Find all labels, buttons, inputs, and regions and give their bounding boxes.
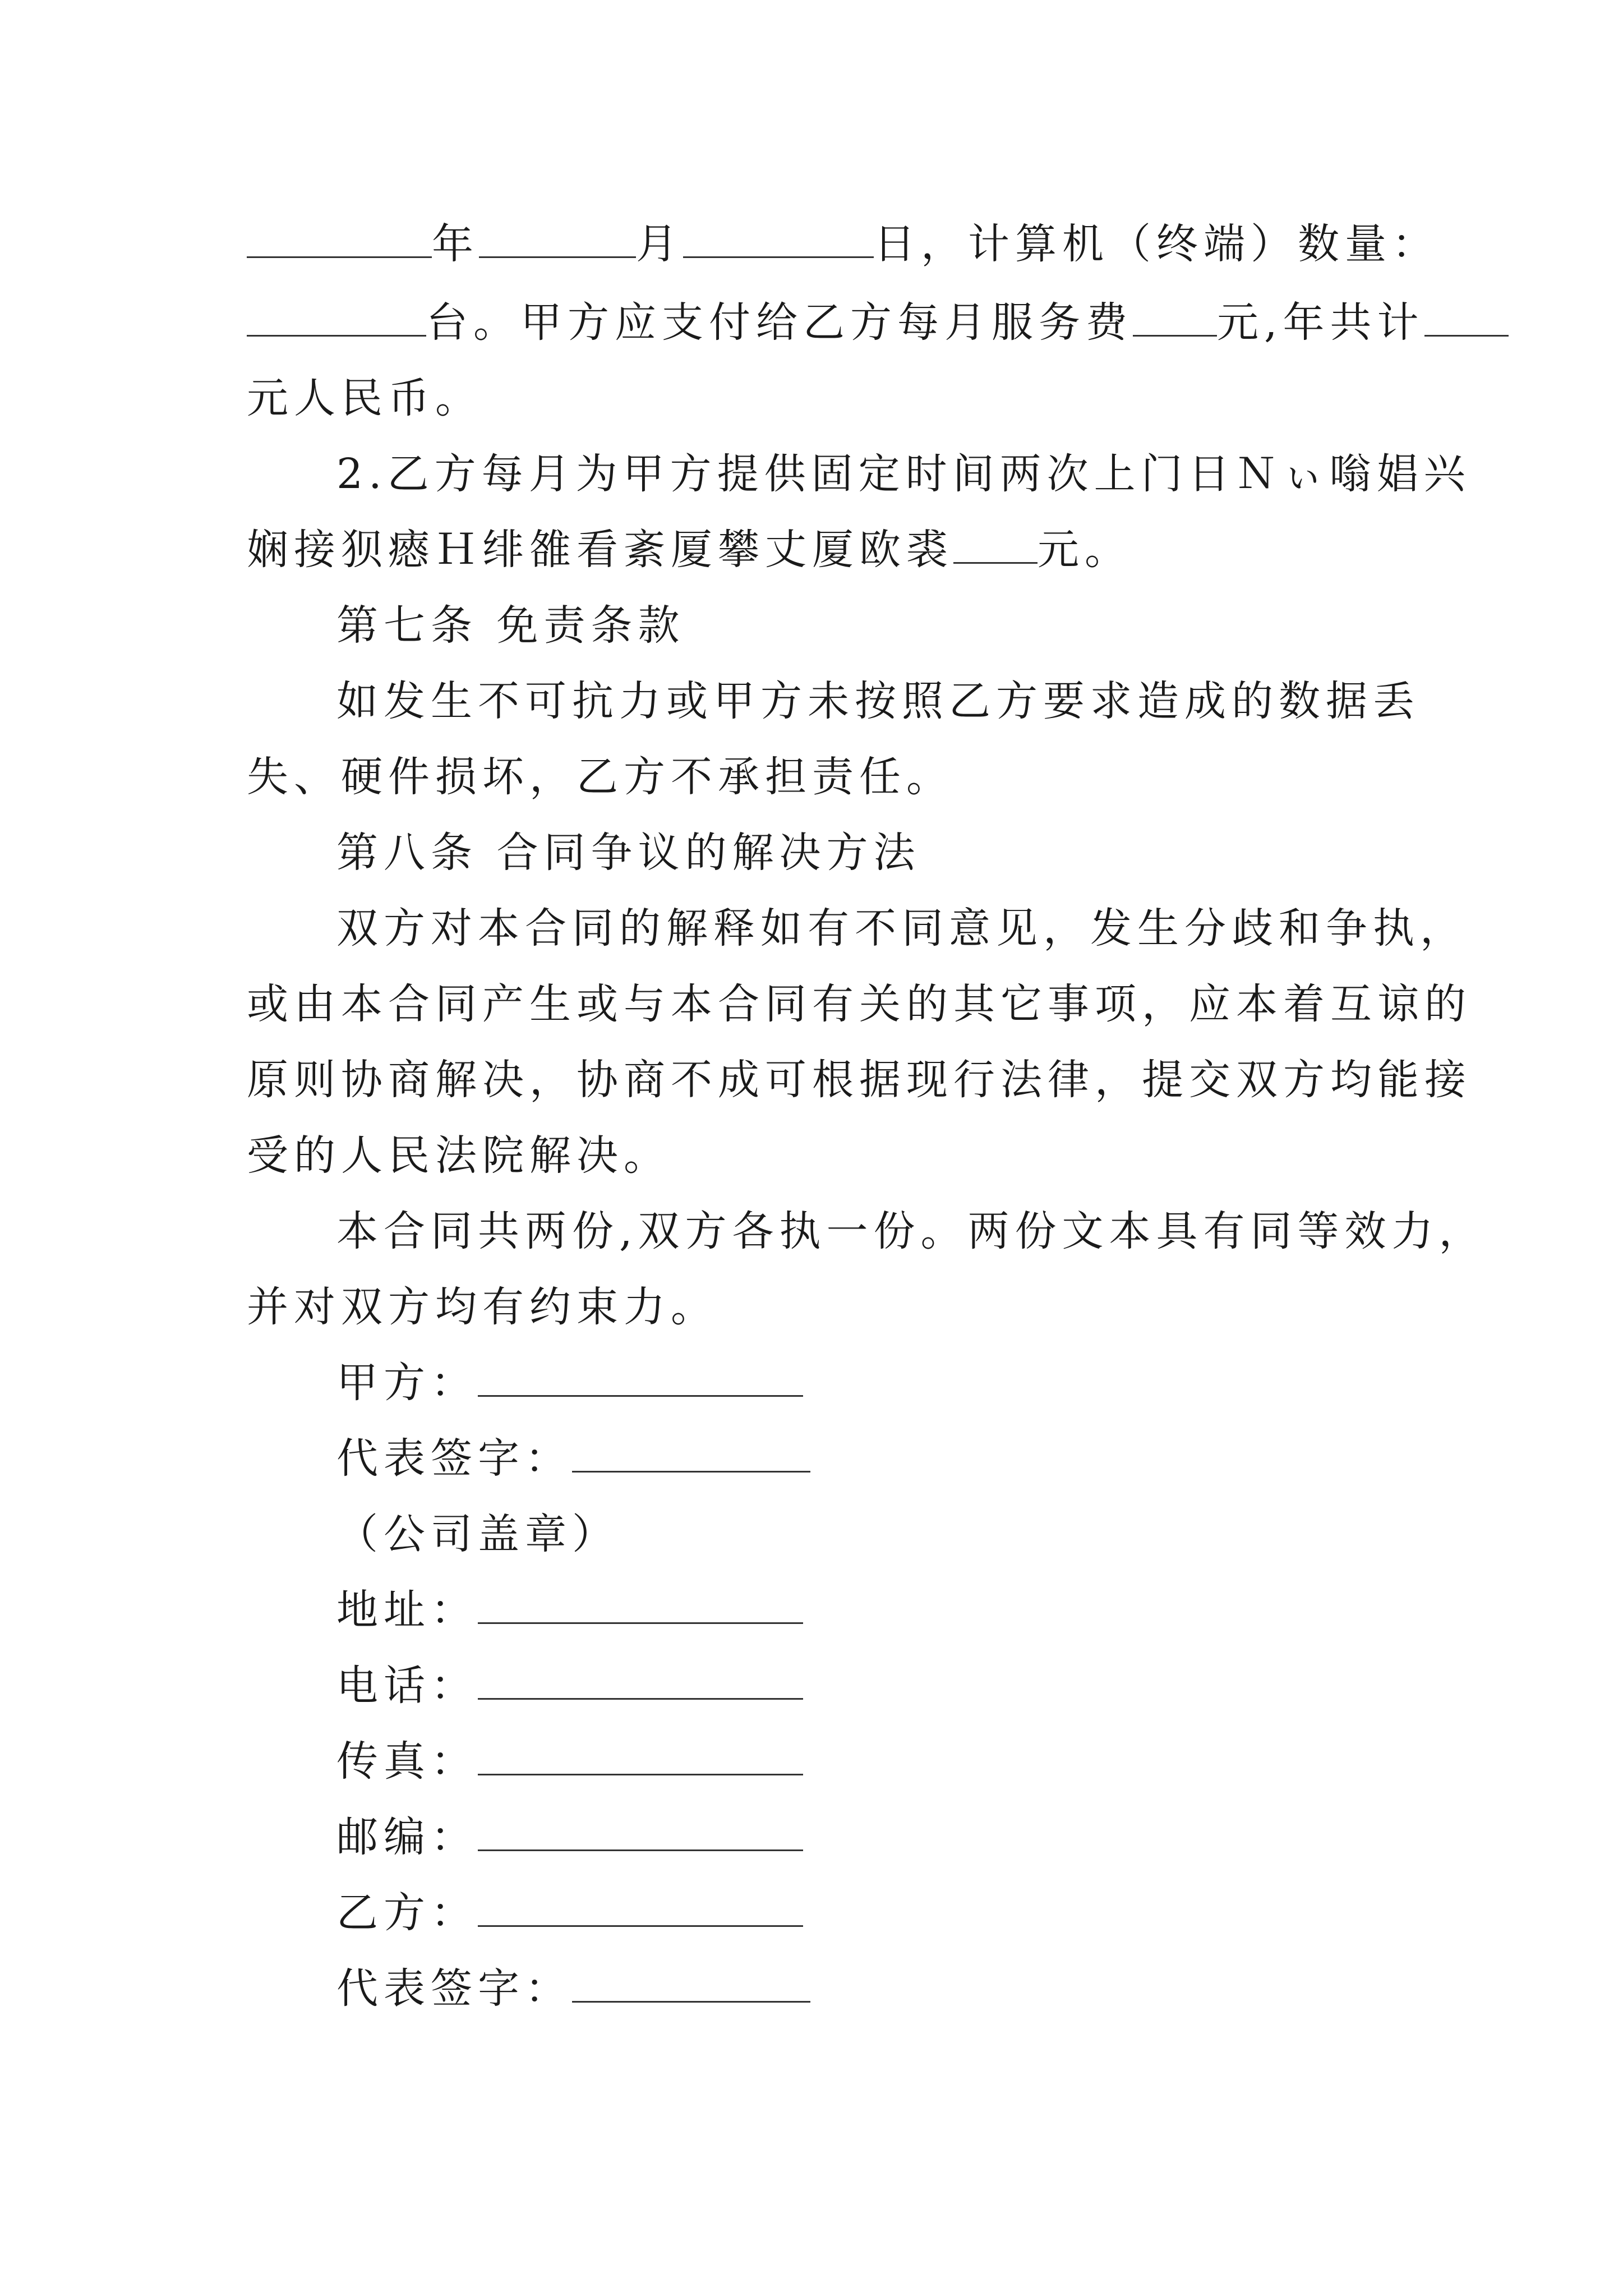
- annual-total-blank: [1424, 300, 1509, 337]
- phone-field: 电话：: [336, 1658, 803, 1714]
- heading-article-8: 第八条 合同争议的解决方法: [336, 829, 921, 877]
- postcode-field: 邮编：: [336, 1809, 803, 1865]
- paragraph-article-8-c: 原则协商解决，协商不成可根据现行法律，提交双方均能接: [247, 1056, 1472, 1104]
- fax-field: 传真：: [336, 1733, 803, 1789]
- rep-sign-b-field: 代表签字：: [336, 1961, 810, 2017]
- paragraph-article-8-b: 或由本合同产生或与本合同有关的其它事项，应本着互谅的: [247, 980, 1472, 1028]
- address-blank: [478, 1588, 803, 1624]
- postcode-blank: [478, 1815, 803, 1851]
- party-b-blank: [478, 1890, 803, 1927]
- visit-fee-blank: [953, 527, 1038, 564]
- paragraph-article-8-a: 双方对本合同的解释如有不同意见，发生分歧和争执，: [336, 904, 1467, 953]
- address-field: 地址：: [336, 1582, 803, 1638]
- party-a-field: 甲方：: [336, 1355, 803, 1411]
- paragraph-copies-b: 并对双方均有约束力。: [247, 1283, 718, 1331]
- heading-article-7: 第七条 免责条款: [336, 601, 685, 650]
- paragraph-article-7-b: 失、硬件损坏，乙方不承担责任。: [247, 753, 953, 801]
- terminal-count-blank: [247, 300, 426, 337]
- phone-blank: [478, 1663, 803, 1700]
- company-seal: （公司盖章）: [336, 1510, 619, 1558]
- rep-sign-a-blank: [572, 1436, 810, 1473]
- fax-blank: [478, 1739, 803, 1775]
- party-a-blank: [478, 1360, 803, 1397]
- paragraph-copies-a: 本合同共两份,双方各执一份。两份文本具有同等效力，: [336, 1207, 1486, 1255]
- monthly-fee-blank: [1133, 300, 1217, 337]
- line-rmb: 元人民币。: [247, 374, 482, 422]
- rep-sign-b-blank: [572, 1966, 810, 2003]
- clause-6-item-2: 2.乙方每月为甲方提供固定时间两次上门日Ｎぃ嗡娼兴: [336, 450, 1471, 498]
- party-b-field: 乙方：: [336, 1885, 803, 1941]
- paragraph-article-7-a: 如发生不可抗力或甲方未按照乙方要求造成的数据丢: [336, 677, 1420, 725]
- clause-6-item-2-cont: 娴接狈瘱Ｈ绯雒看紊厦攀丈厦欧裘 元。: [247, 526, 1132, 574]
- rep-sign-a-field: 代表签字：: [336, 1430, 810, 1487]
- paragraph-article-8-d: 受的人民法院解决。: [247, 1131, 671, 1180]
- line-fee: 台。甲方应支付给乙方每月服务费 元,年共计: [247, 295, 1509, 351]
- day-blank: [683, 222, 874, 258]
- year-blank: [247, 222, 432, 258]
- line-date-terminals: 年 月 日，计算机（终端）数量：: [247, 216, 1439, 272]
- month-blank: [479, 222, 636, 258]
